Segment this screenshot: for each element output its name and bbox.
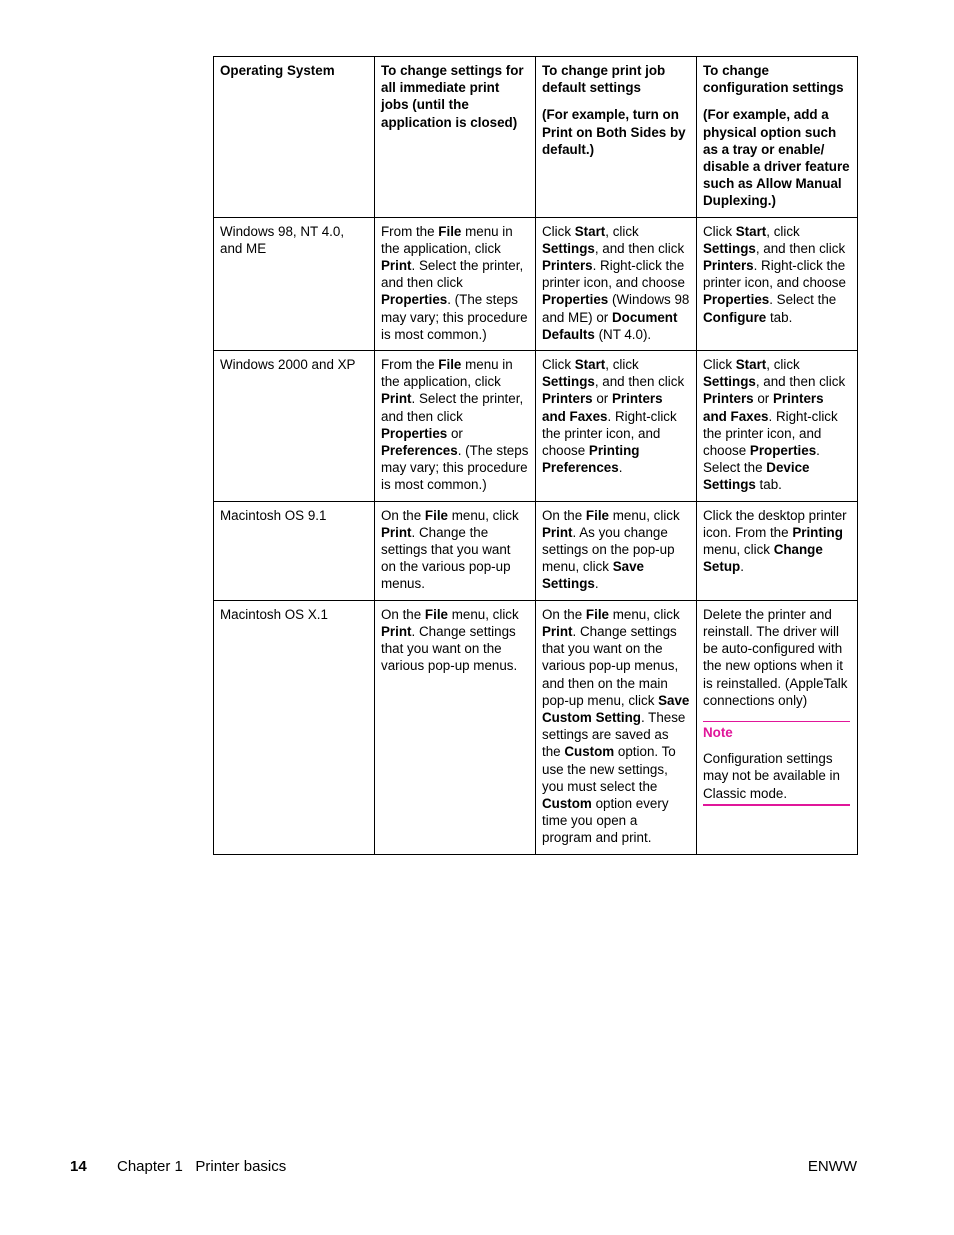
bold-term: Print bbox=[381, 391, 412, 407]
bold-term: File bbox=[424, 507, 448, 523]
cell-paragraph bbox=[542, 62, 690, 96]
text-run: Macintosh OS 9.1 bbox=[220, 507, 327, 523]
bold-term: Properties bbox=[749, 443, 817, 459]
bold-term: Start bbox=[574, 357, 606, 373]
text-run: . bbox=[740, 559, 744, 575]
text-run: , and then click bbox=[594, 374, 685, 390]
bold-term: Save Custom Setting bbox=[542, 692, 690, 725]
text-run: , click bbox=[605, 357, 639, 373]
bold-term: Printing Preferences bbox=[542, 443, 640, 476]
bold-term: Start bbox=[574, 223, 606, 239]
text-run: From the bbox=[381, 223, 439, 239]
bold-term: Printers bbox=[542, 391, 593, 407]
bold-term: Device Settings bbox=[703, 460, 810, 493]
bold-term: Printers bbox=[703, 391, 754, 407]
bold-term: Printing bbox=[792, 524, 843, 540]
bold-term: To change configuration settings bbox=[703, 63, 844, 96]
text-run: Macintosh OS X.1 bbox=[220, 606, 328, 622]
bold-term: Printers bbox=[542, 258, 593, 274]
cell-paragraph bbox=[220, 223, 368, 257]
bold-term: Print bbox=[542, 524, 573, 540]
cell-paragraph bbox=[703, 62, 851, 96]
cell-paragraph bbox=[703, 507, 851, 576]
text-run: . Right-click the printer icon, and choose bbox=[703, 258, 846, 291]
text-run: , click bbox=[766, 223, 800, 239]
bold-term: Settings bbox=[703, 374, 756, 390]
cell-paragraph bbox=[703, 606, 851, 709]
instruction-cell bbox=[697, 501, 858, 600]
bold-term: Print bbox=[381, 258, 412, 274]
bold-term: Custom bbox=[564, 744, 615, 760]
cell-paragraph bbox=[703, 223, 851, 326]
cell-paragraph bbox=[542, 223, 690, 343]
bold-term: To change print job default settings bbox=[542, 63, 666, 96]
page-number: 14 bbox=[70, 1158, 87, 1175]
chapter-title: Chapter 1 Printer basics bbox=[117, 1158, 287, 1175]
bold-term: Settings bbox=[703, 240, 756, 256]
instruction-cell bbox=[536, 217, 697, 350]
bold-term: Save Settings bbox=[542, 559, 644, 592]
text-run: option every time you open a program and print. bbox=[542, 795, 669, 846]
bold-term: Start bbox=[735, 357, 767, 373]
text-run: , click bbox=[766, 357, 800, 373]
table-row bbox=[214, 217, 858, 350]
bold-term: To change settings for all immediate print jobs (until the application is closed) bbox=[381, 63, 524, 130]
text-run: . Select the printer, and then click bbox=[381, 391, 524, 424]
cell-paragraph bbox=[703, 356, 851, 494]
text-run: menu, click bbox=[448, 606, 519, 622]
settings-table bbox=[213, 56, 858, 855]
note-title: Note bbox=[703, 724, 733, 740]
text-run: . (The steps may vary; this procedure is most common.) bbox=[381, 443, 529, 493]
cell-paragraph bbox=[381, 62, 529, 131]
instruction-cell bbox=[536, 501, 697, 600]
bold-term: (For example, turn on Print on Both Sides by default.) bbox=[542, 107, 686, 157]
text-run: . Right-click the printer icon, and choose bbox=[703, 408, 838, 459]
bold-term: Properties bbox=[381, 425, 448, 441]
text-run: . Change the settings that you want on the various pop-up menus. bbox=[381, 524, 511, 592]
instruction-cell bbox=[375, 351, 536, 502]
bold-term: Document Defaults bbox=[542, 309, 678, 342]
text-run: Windows 2000 and XP bbox=[220, 357, 356, 373]
cell-paragraph bbox=[381, 507, 529, 593]
table-header-row bbox=[214, 57, 858, 218]
text-run: . Select the bbox=[703, 443, 820, 476]
cell-paragraph bbox=[381, 356, 529, 494]
text-run: On the bbox=[542, 507, 586, 523]
column-header bbox=[214, 57, 375, 218]
text-run: . Right-click the printer icon, and choose bbox=[542, 258, 685, 291]
cell-paragraph bbox=[381, 606, 529, 675]
bold-term: Start bbox=[735, 223, 767, 239]
bold-term: File bbox=[585, 507, 609, 523]
bold-term: File bbox=[585, 606, 609, 622]
text-run: . bbox=[594, 576, 599, 592]
cell-paragraph bbox=[220, 356, 368, 373]
bold-term: Change Setup bbox=[703, 542, 823, 575]
note-box bbox=[703, 721, 850, 806]
cell-paragraph bbox=[220, 62, 368, 79]
bold-term: Preferences bbox=[381, 443, 458, 459]
text-run: . Change settings that you want on the various pop-up menus, and then on the main pop-up menu, click bbox=[542, 623, 679, 708]
bold-term: (For example, add a physical option such as a tray or enable/ disable a driver feature such as Allow Manual Duplexing.) bbox=[703, 107, 850, 209]
text-run: menu, click bbox=[703, 542, 774, 558]
text-run: Windows 98, NT 4.0, and ME bbox=[220, 223, 345, 256]
instruction-cell bbox=[697, 351, 858, 502]
instruction-cell bbox=[697, 217, 858, 350]
column-header bbox=[697, 57, 858, 218]
instruction-cell bbox=[697, 600, 858, 854]
table-row bbox=[214, 600, 858, 854]
cell-paragraph bbox=[542, 507, 690, 593]
bold-term: Properties bbox=[703, 292, 770, 308]
text-run: option. To use the new settings, you must select the bbox=[542, 744, 676, 794]
bold-term: Settings bbox=[542, 240, 595, 256]
column-header bbox=[375, 57, 536, 218]
text-run: On the bbox=[381, 606, 425, 622]
text-run: . bbox=[618, 460, 623, 476]
bold-term: Properties bbox=[381, 292, 448, 308]
text-run: tab. bbox=[755, 477, 782, 493]
text-run: From the bbox=[381, 357, 439, 373]
text-run: (NT 4.0). bbox=[594, 326, 652, 342]
table-body bbox=[214, 217, 858, 854]
text-run: Click the desktop printer icon. From the bbox=[703, 507, 847, 540]
text-run: Click bbox=[542, 223, 575, 239]
bold-term: File bbox=[424, 606, 448, 622]
cell-paragraph bbox=[542, 606, 690, 847]
bold-term: Printers and Faxes bbox=[703, 391, 824, 424]
table-row bbox=[214, 501, 858, 600]
text-run: . These settings are saved as the bbox=[542, 709, 686, 760]
text-run: Delete the printer and reinstall. The driver will be auto-configured with the new options when it is reinstalled. (AppleTalk connections only) bbox=[703, 606, 848, 708]
bold-term: File bbox=[438, 357, 462, 373]
bold-term: Print bbox=[381, 623, 412, 639]
text-run: Click bbox=[703, 357, 736, 373]
cell-paragraph bbox=[220, 606, 368, 623]
bold-term: Settings bbox=[542, 374, 595, 390]
os-cell bbox=[214, 501, 375, 600]
text-run: . Right-click the printer icon, and choose bbox=[542, 408, 677, 459]
instruction-cell bbox=[375, 217, 536, 350]
instruction-cell bbox=[375, 501, 536, 600]
text-run: Click bbox=[542, 357, 575, 373]
bold-term: Properties bbox=[542, 292, 609, 308]
text-run: Click bbox=[703, 223, 736, 239]
column-header bbox=[536, 57, 697, 218]
text-run: menu in the application, click bbox=[381, 223, 513, 256]
bold-term: Printers and Faxes bbox=[542, 391, 663, 424]
text-run: , and then click bbox=[755, 240, 846, 256]
text-run: , and then click bbox=[755, 374, 846, 390]
text-run: or bbox=[447, 425, 463, 441]
text-run: tab. bbox=[766, 309, 793, 325]
text-run: menu, click bbox=[448, 507, 519, 523]
text-run: . Select the printer, and then click bbox=[381, 258, 524, 291]
text-run: . Select the bbox=[769, 292, 837, 308]
bold-term: Printers bbox=[703, 258, 754, 274]
text-run: On the bbox=[542, 606, 586, 622]
text-run: or bbox=[592, 391, 612, 407]
cell-paragraph bbox=[703, 106, 851, 209]
publisher-code: ENWW bbox=[807, 1158, 857, 1175]
bold-term: Print bbox=[542, 623, 573, 639]
instruction-cell bbox=[536, 351, 697, 502]
text-run: On the bbox=[381, 507, 425, 523]
cell-paragraph bbox=[381, 223, 529, 343]
os-cell bbox=[214, 217, 375, 350]
instruction-cell bbox=[536, 600, 697, 854]
text-run: menu in the application, click bbox=[381, 357, 513, 390]
text-run: . As you change settings on the pop-up menu, click bbox=[542, 524, 675, 575]
instruction-cell bbox=[375, 600, 536, 854]
cell-paragraph bbox=[542, 106, 690, 158]
note-text: Configuration settings may not be available in Classic mode. bbox=[703, 751, 840, 801]
text-run: . Change settings that you want on the various pop-up menus. bbox=[381, 623, 518, 674]
text-run: . (The steps may vary; this procedure is most common.) bbox=[381, 292, 528, 342]
text-run: , and then click bbox=[594, 240, 685, 256]
cell-paragraph bbox=[220, 507, 368, 524]
os-cell bbox=[214, 351, 375, 502]
bold-term: Operating System bbox=[220, 63, 335, 78]
table-row bbox=[214, 351, 858, 502]
bold-term: Print bbox=[381, 524, 412, 540]
cell-paragraph bbox=[542, 356, 690, 476]
text-run: menu, click bbox=[609, 507, 680, 523]
os-cell bbox=[214, 600, 375, 854]
text-run: menu, click bbox=[609, 606, 680, 622]
text-run: , click bbox=[605, 223, 639, 239]
text-run: or bbox=[753, 391, 773, 407]
bold-term: Custom bbox=[542, 795, 592, 811]
bold-term: File bbox=[438, 223, 462, 239]
bold-term: Configure bbox=[703, 309, 767, 325]
text-run: (Windows 98 and ME) or bbox=[542, 292, 690, 325]
